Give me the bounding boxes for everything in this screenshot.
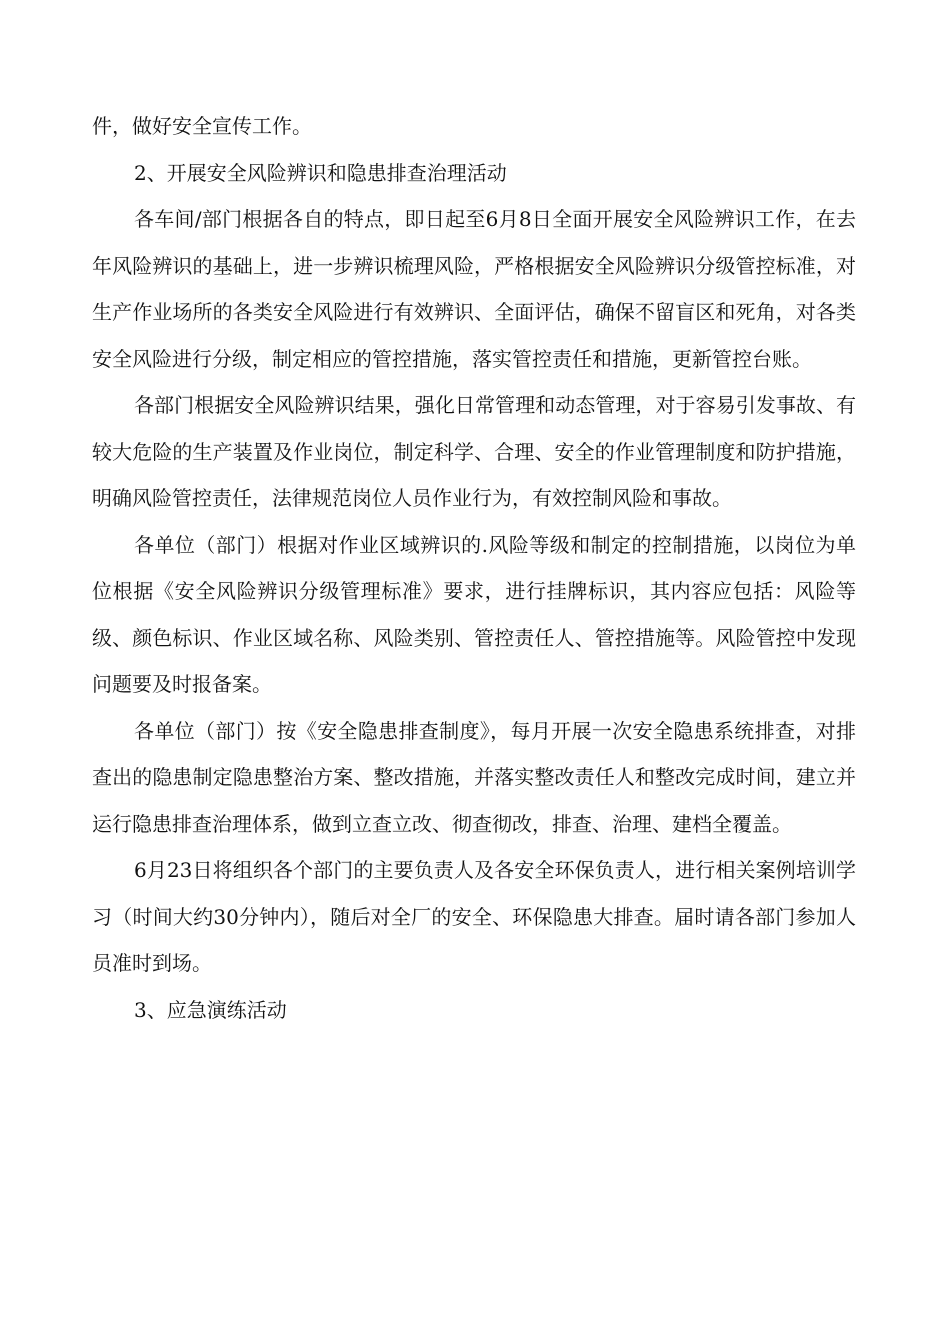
document-body — [92, 103, 856, 1033]
paragraph-hazard-inspection: 各单位（部门）按《安全隐患排查制度》，每月开展一次安全隐患系统排查，对排查出的隐患制定隐患整治方案、整改措施，并落实整改责任人和整改完成时间，建立并运行隐患排查治理体系，做到立查立改、彻查彻改，排查、治理、建档全覆盖。 — [92, 718, 856, 836]
paragraph-risk-identification: 各车间/部门根据各自的特点，即日起至6月8日全面开展安全风险辨识工作，在去年风险辨识的基础上，进一步辨识梳理风险，严格根据安全风险辨识分级管控标准，对生产作业场所的各类安全风险进行有效辨识、全面评估，确保不留盲区和死角，对各类安全风险进行分级，制定相应的管控措施，落实管控责任和措施，更新管控台账。 — [92, 207, 856, 371]
paragraph-continuation: 件，做好安全宣传工作。 — [92, 114, 312, 138]
paragraph-training: 6月23日将组织各个部门的主要负责人及各安全环保负责人，进行相关案例培训学习（时间大约30分钟内），随后对全厂的安全、环保隐患大排查。届时请各部门参加人员准时到场。 — [92, 858, 856, 975]
section-heading-3: 3、应急演练活动 — [134, 997, 287, 1022]
paragraph-signage: 各单位（部门）根据对作业区域辨识的.风险等级和制定的控制措施，以岗位为单位根据《安全风险辨识分级管理标准》要求，进行挂牌标识，其内容应包括：风险等级、颜色标识、作业区域名称、风险类别、管控责任人、管控措施等。风险管控中发现问题要及时报备案。 — [92, 532, 856, 696]
section-heading-2: 2、开展安全风险辨识和隐患排查治理活动 — [134, 160, 507, 185]
paragraph-risk-management: 各部门根据安全风险辨识结果，强化日常管理和动态管理，对于容易引发事故、有较大危险的生产装置及作业岗位，制定科学、合理、安全的作业管理制度和防护措施，明确风险管控责任，法律规范岗位人员作业行为，有效控制风险和事故。 — [92, 393, 856, 510]
